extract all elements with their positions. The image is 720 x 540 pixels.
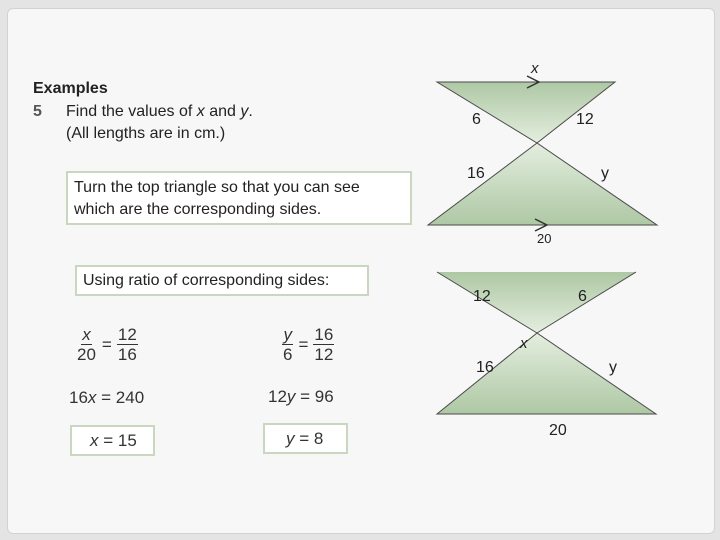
- right-proportion: $\frac{y}{6}$ = $\frac{16}{12}$: [283, 325, 334, 364]
- left-answer: x = 15: [90, 431, 137, 450]
- ratio-text: Using ratio of corresponding sides:: [83, 272, 330, 289]
- bottom-label-y: y: [609, 359, 617, 376]
- top-triangle-lower: [428, 143, 657, 225]
- top-figure: [428, 60, 657, 246]
- bottom-label-20: 20: [549, 422, 567, 439]
- note-text: Turn the top triangle so that you can see which are the corresponding sides.: [74, 179, 360, 218]
- bottom-label-6: 6: [578, 288, 587, 305]
- bottom-label-16: 16: [476, 359, 494, 376]
- bottom-label-x: x: [520, 335, 528, 352]
- bottom-figure: [437, 272, 656, 439]
- top-label-y: y: [601, 165, 609, 182]
- top-label-12: 12: [576, 111, 594, 128]
- bottom-triangle-lower: [437, 333, 656, 414]
- right-step: 12y = 96: [268, 387, 334, 406]
- problem-line-1: Find the values of x and y.: [66, 103, 253, 120]
- top-label-16: 16: [467, 165, 485, 182]
- left-step: 16x = 240: [69, 388, 145, 407]
- right-answer: y = 8: [286, 429, 324, 448]
- bottom-triangle-upper: [437, 272, 636, 333]
- heading: Examples: [33, 80, 108, 97]
- problem-line-2: (All lengths are in cm.): [66, 125, 226, 142]
- left-proportion: $\frac{x}{20}$ = $\frac{12}{16}$: [77, 325, 137, 364]
- top-label-x: x: [531, 60, 539, 77]
- top-label-20: 20: [537, 231, 552, 246]
- bottom-label-12: 12: [473, 288, 491, 305]
- top-label-6: 6: [472, 111, 481, 128]
- problem-number: 5: [33, 103, 42, 120]
